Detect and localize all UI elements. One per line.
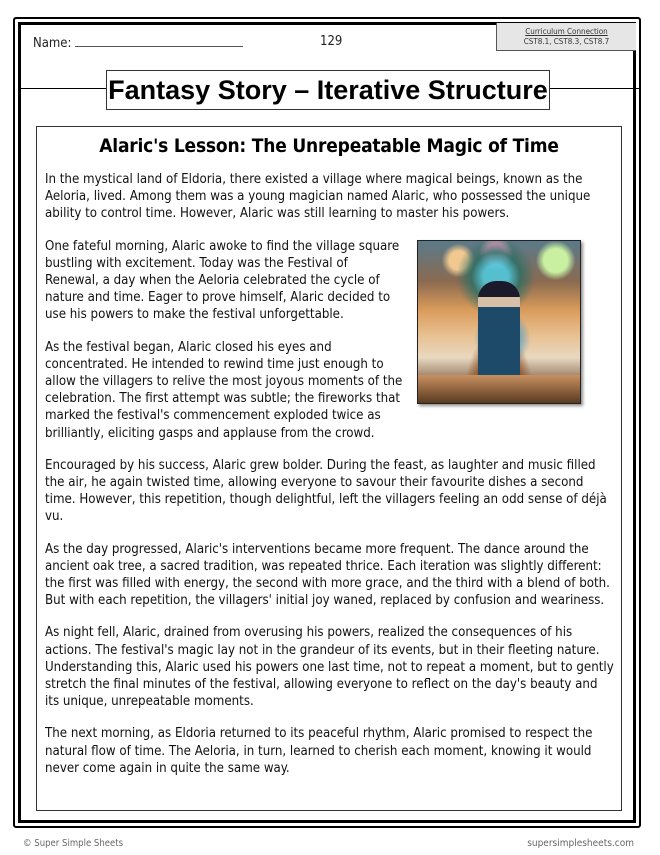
story-paragraph: Encouraged by his success, Alaric grew bolder. During the feast, as laughter and music filled the air, he again twisted time, allowing everyone to savour their favourite dishes a second time. However, this repetition, though delightful, left the villagers feeling an odd sense of déjà vu. [45, 457, 607, 525]
story-paragraph: One fateful morning, Alaric awoke to find the village square bustling with excitement. Today was the Festival of Renewal, a day when the Aeloria celebrated the cycle of nature and time. Eager to prove himself, Alaric decided to use his powers to make the festival unforgettable. [45, 238, 400, 323]
story-title: Alaric's Lesson: The Unrepeatable Magic of Time [99, 135, 559, 157]
story-box [36, 126, 622, 811]
story-paragraph: The next morning, as Eldoria returned to its peaceful rhythm, Alaric promised to respect the natural flow of time. The Aeloria, in turn, learned to cherish each moment, knowing it would never come again in quite the same way. [45, 726, 593, 776]
name-field[interactable] [33, 34, 243, 51]
story-paragraph: As night fell, Alaric, drained from overusing his powers, realized the consequences of his actions. The festival's magic lay not in the grandeur of its events, but in their fleeting nature. Understanding this, Alaric used his powers one last time, not to repeat a moment, but to gently stretch the final minutes of the festival, allowing everyone to reflect on the day's beauty and its unique, unrepeatable moments. [45, 625, 614, 710]
story-paragraph: As the festival began, Alaric closed his eyes and concentrated. He intended to rewind time just enough to allow the villagers to relive the most joyous moments of the celebration. The first attempt was subtle; the fireworks that marked the festival's commencement exploded twice as brilliantly, eliciting gasps and applause from the crowd. [45, 339, 403, 441]
curriculum-codes: CST8.1, CST8.3, CST8.7 [523, 37, 610, 46]
name-input-line[interactable] [75, 34, 243, 47]
story-paragraph: As the day progressed, Alaric's interventions became more frequent. The dance around the ancient oak tree, a sacred tradition, was repeated thrice. Each iteration was slightly different: the first was filled with energy, the second with more grace, and the third with a blend of both. But with each repetition, the villagers' initial joy waned, replaced by confusion and weariness. [45, 541, 610, 609]
story-body [45, 171, 615, 792]
footer-website[interactable]: supersimplesheets.com [527, 838, 634, 849]
page-number: 129 [320, 34, 343, 49]
worksheet-title: Fantasy Story – Iterative Structure [106, 70, 550, 110]
story-paragraph: In the mystical land of Eldoria, there existed a village where magical beings, known as the Aeloria, lived. Among them was a young magician named Alaric, who possessed the unique ability to control time. However, Alaric was still learning to master his powers. [45, 172, 591, 222]
illustration-icon [417, 240, 581, 404]
curriculum-connection-box [496, 23, 636, 51]
feast-table [418, 375, 580, 403]
footer-copyright: © Super Simple Sheets [23, 838, 124, 849]
curriculum-title: Curriculum Connection [525, 27, 608, 36]
magician-figure [478, 281, 520, 381]
name-label: Name: [33, 36, 72, 51]
